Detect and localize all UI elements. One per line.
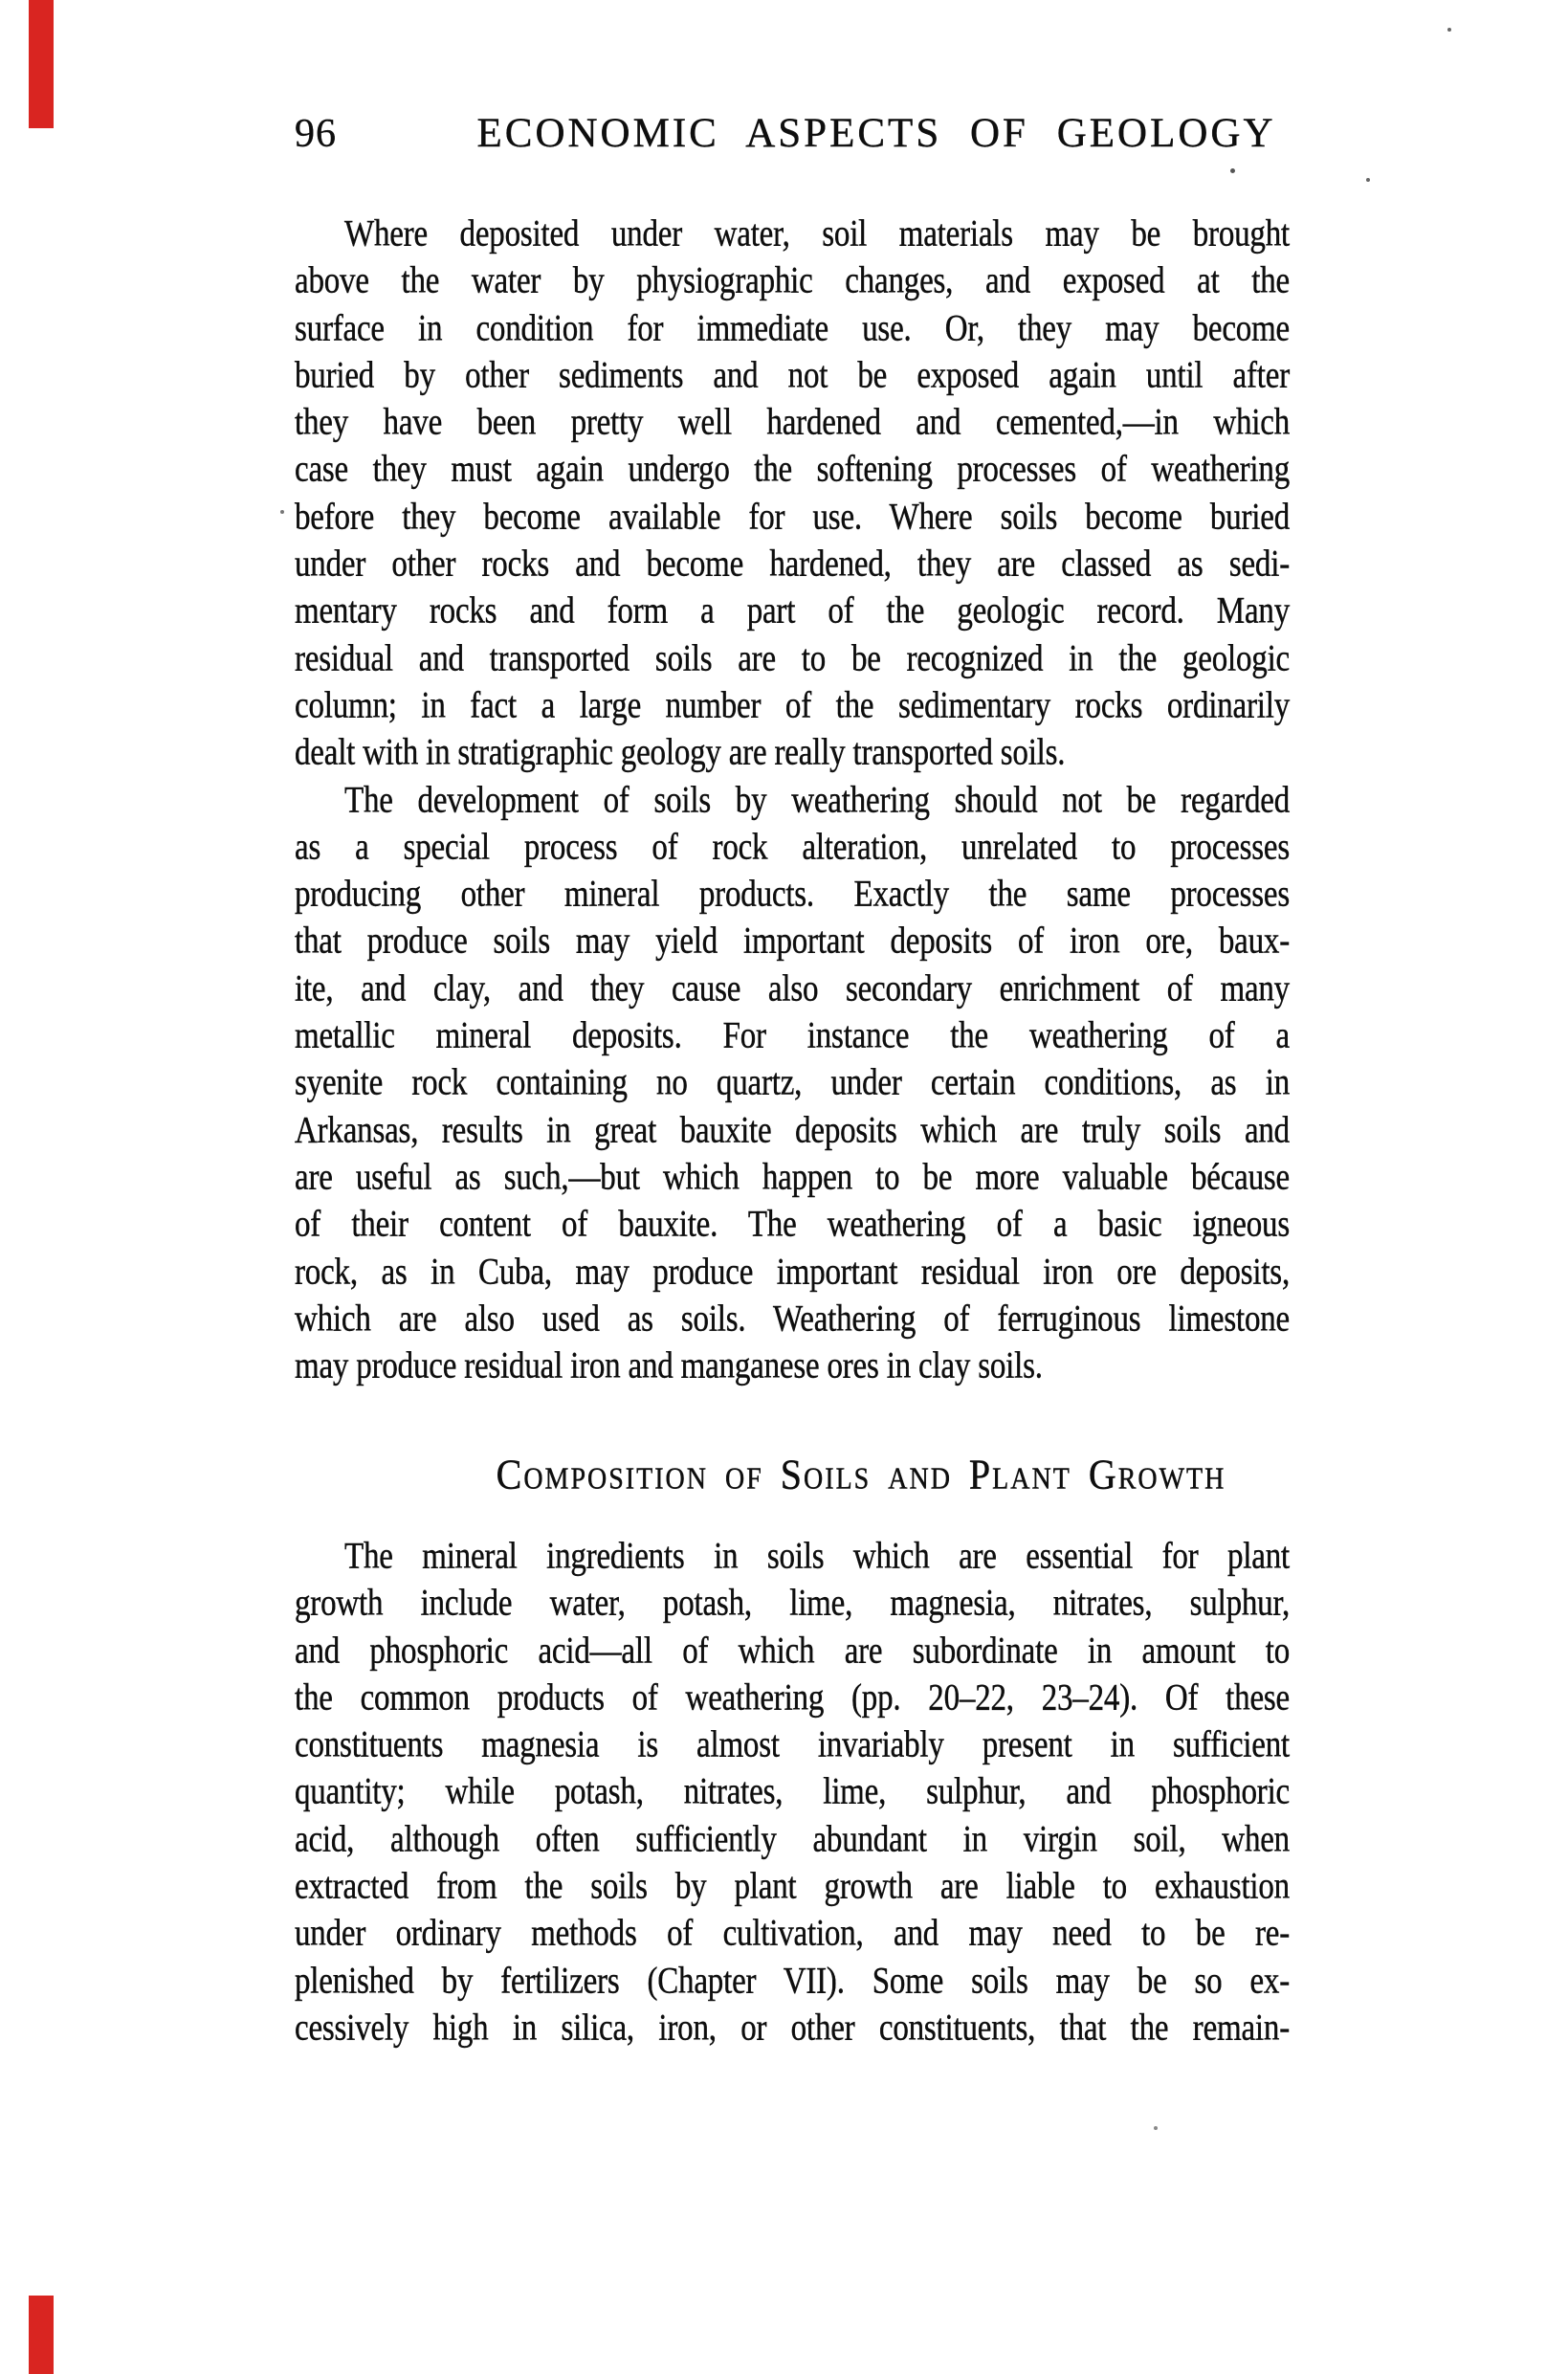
text-line: under ordinary methods of cultivation, and may need to be re- — [295, 1914, 1290, 1955]
text-line: rock, as in Cuba, may produce important residual iron ore deposits, — [295, 1252, 1290, 1293]
running-title: ECONOMIC ASPECTS OF GEOLOGY — [476, 111, 1276, 156]
text-line: constituents magnesia is almost invariably present in sufficient — [295, 1724, 1290, 1766]
body-text-block-1 — [295, 211, 1290, 1390]
text-line: extracted from the soils by plant growth are liable to exhaustion — [295, 1866, 1290, 1908]
red-edge-mark-top — [29, 0, 54, 128]
page-number: 96 — [295, 112, 337, 156]
text-line: ite, and clay, and they cause also secondary enrichment of many — [295, 968, 1290, 1010]
text-line: of their content of bauxite. The weathering of a basic igneous — [295, 1204, 1290, 1246]
text-line: Arkansas, results in great bauxite deposits which are truly soils and — [295, 1110, 1290, 1151]
text-line: case they must again undergo the softening processes of weathering — [295, 450, 1290, 491]
scan-speck — [1447, 28, 1451, 32]
text-line: metallic mineral deposits. For instance the weathering of a — [295, 1015, 1290, 1057]
scan-speck — [1230, 168, 1235, 173]
text-line: surface in condition for immediate use. Or, they may become — [295, 308, 1290, 349]
text-line: buried by other sediments and not be exposed again until after — [295, 355, 1290, 397]
body-text-block-2 — [295, 1534, 1290, 2052]
text-line: that produce soils may yield important deposits of iron ore, baux- — [295, 921, 1290, 963]
text-line: Where deposited under water, soil materials may be brought — [344, 213, 1290, 255]
text-line: The development of soils by weathering should not be regarded — [344, 780, 1290, 821]
text-line: column; in fact a large number of the sedimentary rocks ordinarily — [295, 685, 1290, 727]
scan-speck — [1366, 178, 1370, 182]
text-line: dealt with in stratigraphic geology are really transported soils. — [295, 732, 1066, 774]
text-line: quantity; while potash, nitrates, lime, sulphur, and phosphoric — [295, 1772, 1290, 1813]
text-line: cessively high in silica, iron, or other constituents, that the remain- — [295, 2008, 1290, 2050]
section-heading: Composition of Soils and Plant Growth — [496, 1450, 1226, 1498]
text-line: the common products of weathering (pp. 20–22, 23–24). Of these — [295, 1677, 1290, 1719]
text-line: producing other mineral products. Exactly the same processes — [295, 874, 1290, 916]
text-line: which are also used as soils. Weathering of ferruginous limestone — [295, 1298, 1290, 1340]
text-line: are useful as such,—but which happen to be more valuable bécause — [295, 1157, 1290, 1199]
running-header — [0, 111, 1568, 159]
text-line: as a special process of rock alteration, unrelated to processes — [295, 827, 1290, 868]
text-line: under other rocks and become hardened, they are classed as sedi- — [295, 544, 1290, 586]
text-line: mentary rocks and form a part of the geologic record. Many — [295, 591, 1290, 632]
text-line: may produce residual iron and manganese ores in clay soils. — [295, 1345, 1043, 1387]
text-line: syenite rock containing no quartz, under certain conditions, as in — [295, 1062, 1290, 1104]
red-edge-mark-bottom — [29, 2296, 54, 2374]
text-line: before they become available for use. Where soils become buried — [295, 497, 1290, 538]
text-line: above the water by physiographic changes, and exposed at the — [295, 260, 1290, 302]
text-line: acid, although often sufficiently abundant in virgin soil, when — [295, 1819, 1290, 1860]
text-line: The mineral ingredients in soils which are essential for plant — [344, 1536, 1290, 1578]
text-line: growth include water, potash, lime, magnesia, nitrates, sulphur, — [295, 1583, 1290, 1625]
text-line: residual and transported soils are to be recognized in the geologic — [295, 638, 1290, 679]
text-line: plenished by fertilizers (Chapter VII). Some soils may be so ex- — [295, 1961, 1290, 2002]
scan-speck — [280, 510, 284, 514]
text-line: and phosphoric acid—all of which are subordinate in amount to — [295, 1631, 1290, 1672]
scan-speck — [1154, 2126, 1158, 2130]
text-line: they have been pretty well hardened and cemented,—in which — [295, 402, 1290, 444]
